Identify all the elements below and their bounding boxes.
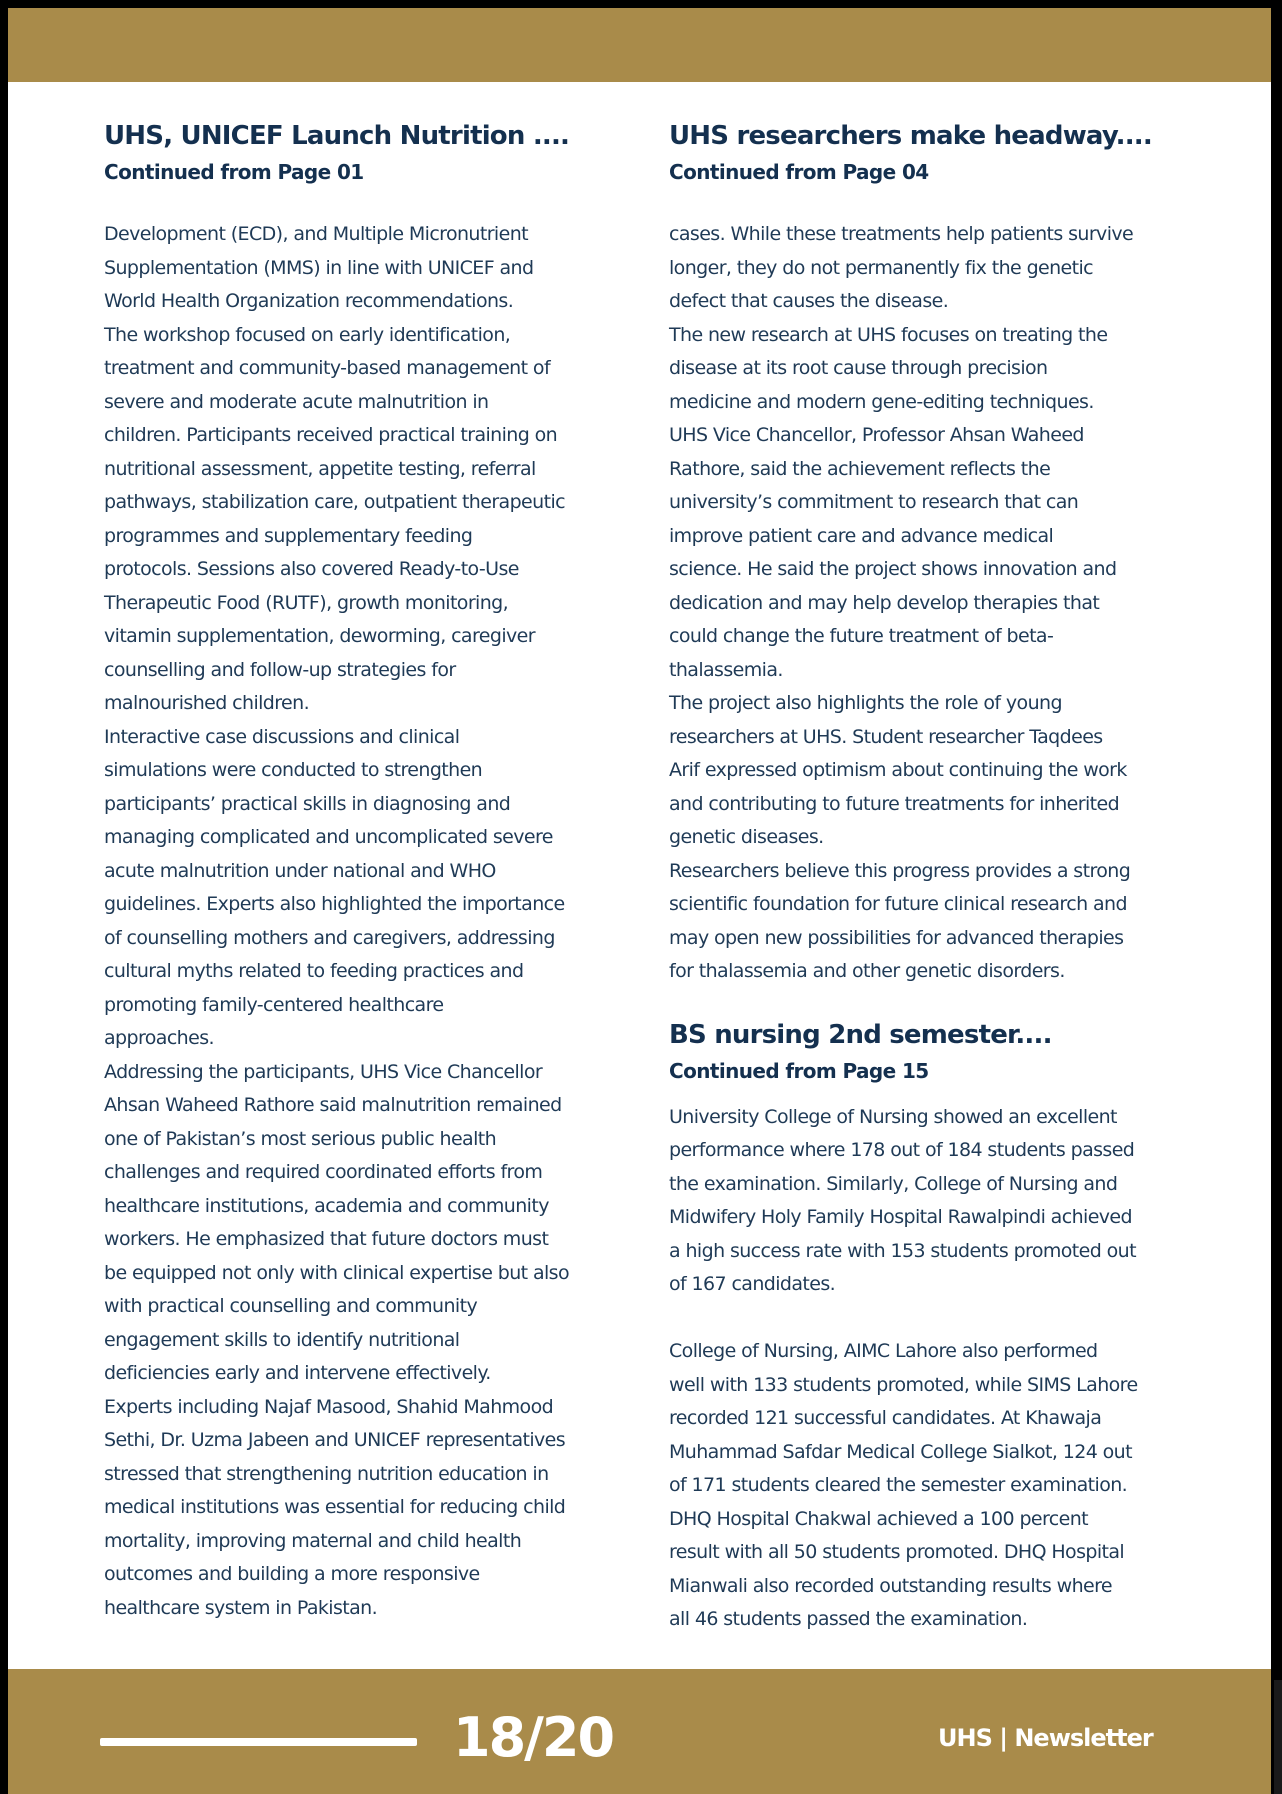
text-line: acute malnutrition under national and WHO: [104, 859, 496, 882]
text-line: Rathore, said the achievement reflects the: [669, 457, 1051, 480]
text-line: of counselling mothers and caregivers, addressing: [104, 926, 555, 949]
text-line: healthcare institutions, academia and community: [104, 1194, 549, 1217]
text-line: longer, they do not permanently fix the genetic: [669, 256, 1094, 279]
text-line: Experts including Najaf Masood, Shahid Mahmood: [104, 1395, 554, 1418]
text-line: outcomes and building a more responsive: [104, 1563, 480, 1585]
text-line: severe and moderate acute malnutrition in: [104, 390, 489, 413]
text-line: University College of Nursing showed an excellent: [669, 1105, 1117, 1128]
left-column: [104, 116, 656, 1625]
text-line: improve patient care and advance medical: [669, 524, 1054, 547]
text-line: one of Pakistan’s most serious public health: [104, 1127, 497, 1150]
right-story-2-headline: BS nursing 2nd semester....: [669, 1019, 1052, 1050]
text-line: medical institutions was essential for reducing child: [104, 1496, 566, 1518]
text-line: scientific foundation for future clinical research and: [669, 893, 1127, 915]
text-line: The workshop focused on early identification,: [104, 323, 511, 346]
text-line: DHQ Hospital Chakwal achieved a 100 percent: [669, 1507, 1089, 1530]
text-line: guidelines. Experts also highlighted the importance: [104, 893, 565, 915]
text-line: UHS Vice Chancellor, Professor Ahsan Waheed: [669, 424, 1084, 446]
text-line: a high success rate with 153 students promoted out: [669, 1239, 1136, 1262]
right-story-2-body: [669, 1101, 1225, 1637]
text-line: Interactive case discussions and clinical: [104, 725, 460, 748]
text-line: Sethi, Dr. Uzma Jabeen and UNICEF representatives: [104, 1429, 566, 1451]
text-line: dedication and may help develop therapies that: [669, 591, 1100, 614]
text-line: of 171 students cleared the semester examination.: [669, 1474, 1128, 1496]
text-line: Arif expressed optimism about continuing the work: [669, 759, 1127, 781]
left-story-body: [104, 218, 656, 1625]
right-story-1-headline: UHS researchers make headway....: [669, 121, 1152, 151]
page-number: 18/20: [453, 1706, 614, 1769]
text-line: the examination. Similarly, College of Nursing and: [669, 1172, 1118, 1195]
right-story-1-continued-note: Continued from Page 04: [669, 160, 929, 184]
text-line: children. Participants received practical training on: [104, 424, 558, 446]
text-line: Development (ECD), and Multiple Micronutrient: [104, 223, 528, 245]
text-line: recorded 121 successful candidates. At Khawaja: [669, 1407, 1102, 1429]
right-story-2-continued-note: Continued from Page 15: [669, 1058, 929, 1083]
footer-divider-rule: [100, 1738, 417, 1746]
text-line: Mianwali also recorded outstanding results where: [669, 1574, 1112, 1597]
text-line: pathways, stabilization care, outpatient therapeutic: [104, 491, 565, 513]
text-line: mortality, improving maternal and child health: [104, 1529, 522, 1552]
text-line: Ahsan Waheed Rathore said malnutrition remained: [104, 1094, 562, 1116]
text-line: Addressing the participants, UHS Vice Chancellor: [104, 1060, 543, 1083]
text-line: workers. He emphasized that future doctors must: [104, 1228, 549, 1250]
text-line: well with 133 students promoted, while SIMS Lahore: [669, 1373, 1138, 1396]
left-story-continued-note: Continued from Page 01: [104, 160, 364, 184]
text-line: engagement skills to identify nutritional: [104, 1328, 460, 1351]
text-line: for thalassemia and other genetic disorders.: [669, 960, 1065, 982]
text-line: could change the future treatment of beta-: [669, 625, 1054, 647]
text-line: may open new possibilities for advanced therapies: [669, 926, 1124, 949]
text-line: be equipped not only with clinical expertise but also: [104, 1261, 569, 1284]
text-line: College of Nursing, AIMC Lahore also performed: [669, 1340, 1098, 1362]
text-line: healthcare system in Pakistan.: [104, 1596, 378, 1619]
text-line: medicine and modern gene-editing techniques.: [669, 390, 1094, 413]
text-line: malnourished children.: [104, 692, 310, 714]
text-line: university’s commitment to research that can: [669, 491, 1079, 513]
text-line: defect that causes the disease.: [669, 290, 949, 312]
right-story-1-body: [669, 218, 1225, 989]
text-line: Supplementation (MMS) in line with UNICEF and: [104, 256, 534, 279]
text-line: Midwifery Holy Family Hospital Rawalpindi achieved: [669, 1206, 1132, 1228]
text-line: cases. While these treatments help patients survive: [669, 223, 1134, 245]
text-line: protocols. Sessions also covered Ready-to-Use: [104, 558, 519, 580]
top-gold-band: [8, 8, 1271, 82]
text-line: with practical counselling and community: [104, 1295, 478, 1317]
text-line: nutritional assessment, appetite testing, referral: [104, 457, 536, 480]
left-story-headline: UHS, UNICEF Launch Nutrition ....: [104, 121, 570, 151]
text-line: disease at its root cause through precision: [669, 357, 1048, 379]
text-line: stressed that strengthening nutrition education in: [104, 1462, 549, 1485]
text-line: performance where 178 out of 184 students passed: [669, 1139, 1135, 1161]
text-line: genetic diseases.: [669, 826, 824, 848]
right-story-2: [669, 1015, 1225, 1637]
text-line: Researchers believe this progress provides a strong: [669, 859, 1131, 882]
text-line: The project also highlights the role of young: [669, 692, 1062, 714]
text-line: cultural myths related to feeding practices and: [104, 960, 524, 982]
text-line: and contributing to future treatments for inherited: [669, 792, 1120, 815]
right-column: [669, 116, 1225, 1637]
text-line: simulations were conducted to strengthen: [104, 759, 483, 781]
newsletter-page: [8, 8, 1271, 1794]
text-line: challenges and required coordinated efforts from: [104, 1161, 543, 1183]
paragraph-gap: [669, 1302, 1225, 1336]
text-line: deficiencies early and intervene effectively.: [104, 1362, 491, 1384]
text-line: promoting family-centered healthcare: [104, 993, 444, 1016]
text-line: result with all 50 students promoted. DHQ Hospital: [669, 1541, 1125, 1563]
text-line: of 167 candidates.: [669, 1273, 836, 1295]
text-line: science. He said the project shows innovation and: [669, 558, 1117, 580]
text-line: thalassemia.: [669, 658, 783, 681]
text-line: managing complicated and uncomplicated severe: [104, 826, 553, 848]
text-line: Muhammad Safdar Medical College Sialkot, 124 out: [669, 1440, 1132, 1463]
text-line: programmes and supplementary feeding: [104, 524, 473, 547]
newsletter-brand: UHS | Newsletter: [938, 1724, 1153, 1752]
text-line: counselling and follow-up strategies for: [104, 658, 456, 681]
text-line: participants’ practical skills in diagnosing and: [104, 792, 511, 815]
text-line: World Health Organization recommendations.: [104, 290, 514, 312]
text-line: treatment and community-based management of: [104, 357, 551, 379]
text-line: researchers at UHS. Student researcher Taqdees: [669, 725, 1103, 748]
text-line: approaches.: [104, 1027, 214, 1049]
text-line: all 46 students passed the examination.: [669, 1608, 1028, 1630]
text-line: vitamin supplementation, deworming, caregiver: [104, 625, 535, 647]
text-line: The new research at UHS focuses on treating the: [669, 323, 1108, 346]
scrollbar-edge: [1274, 1680, 1282, 1794]
text-line: Therapeutic Food (RUTF), growth monitoring,: [104, 591, 509, 614]
